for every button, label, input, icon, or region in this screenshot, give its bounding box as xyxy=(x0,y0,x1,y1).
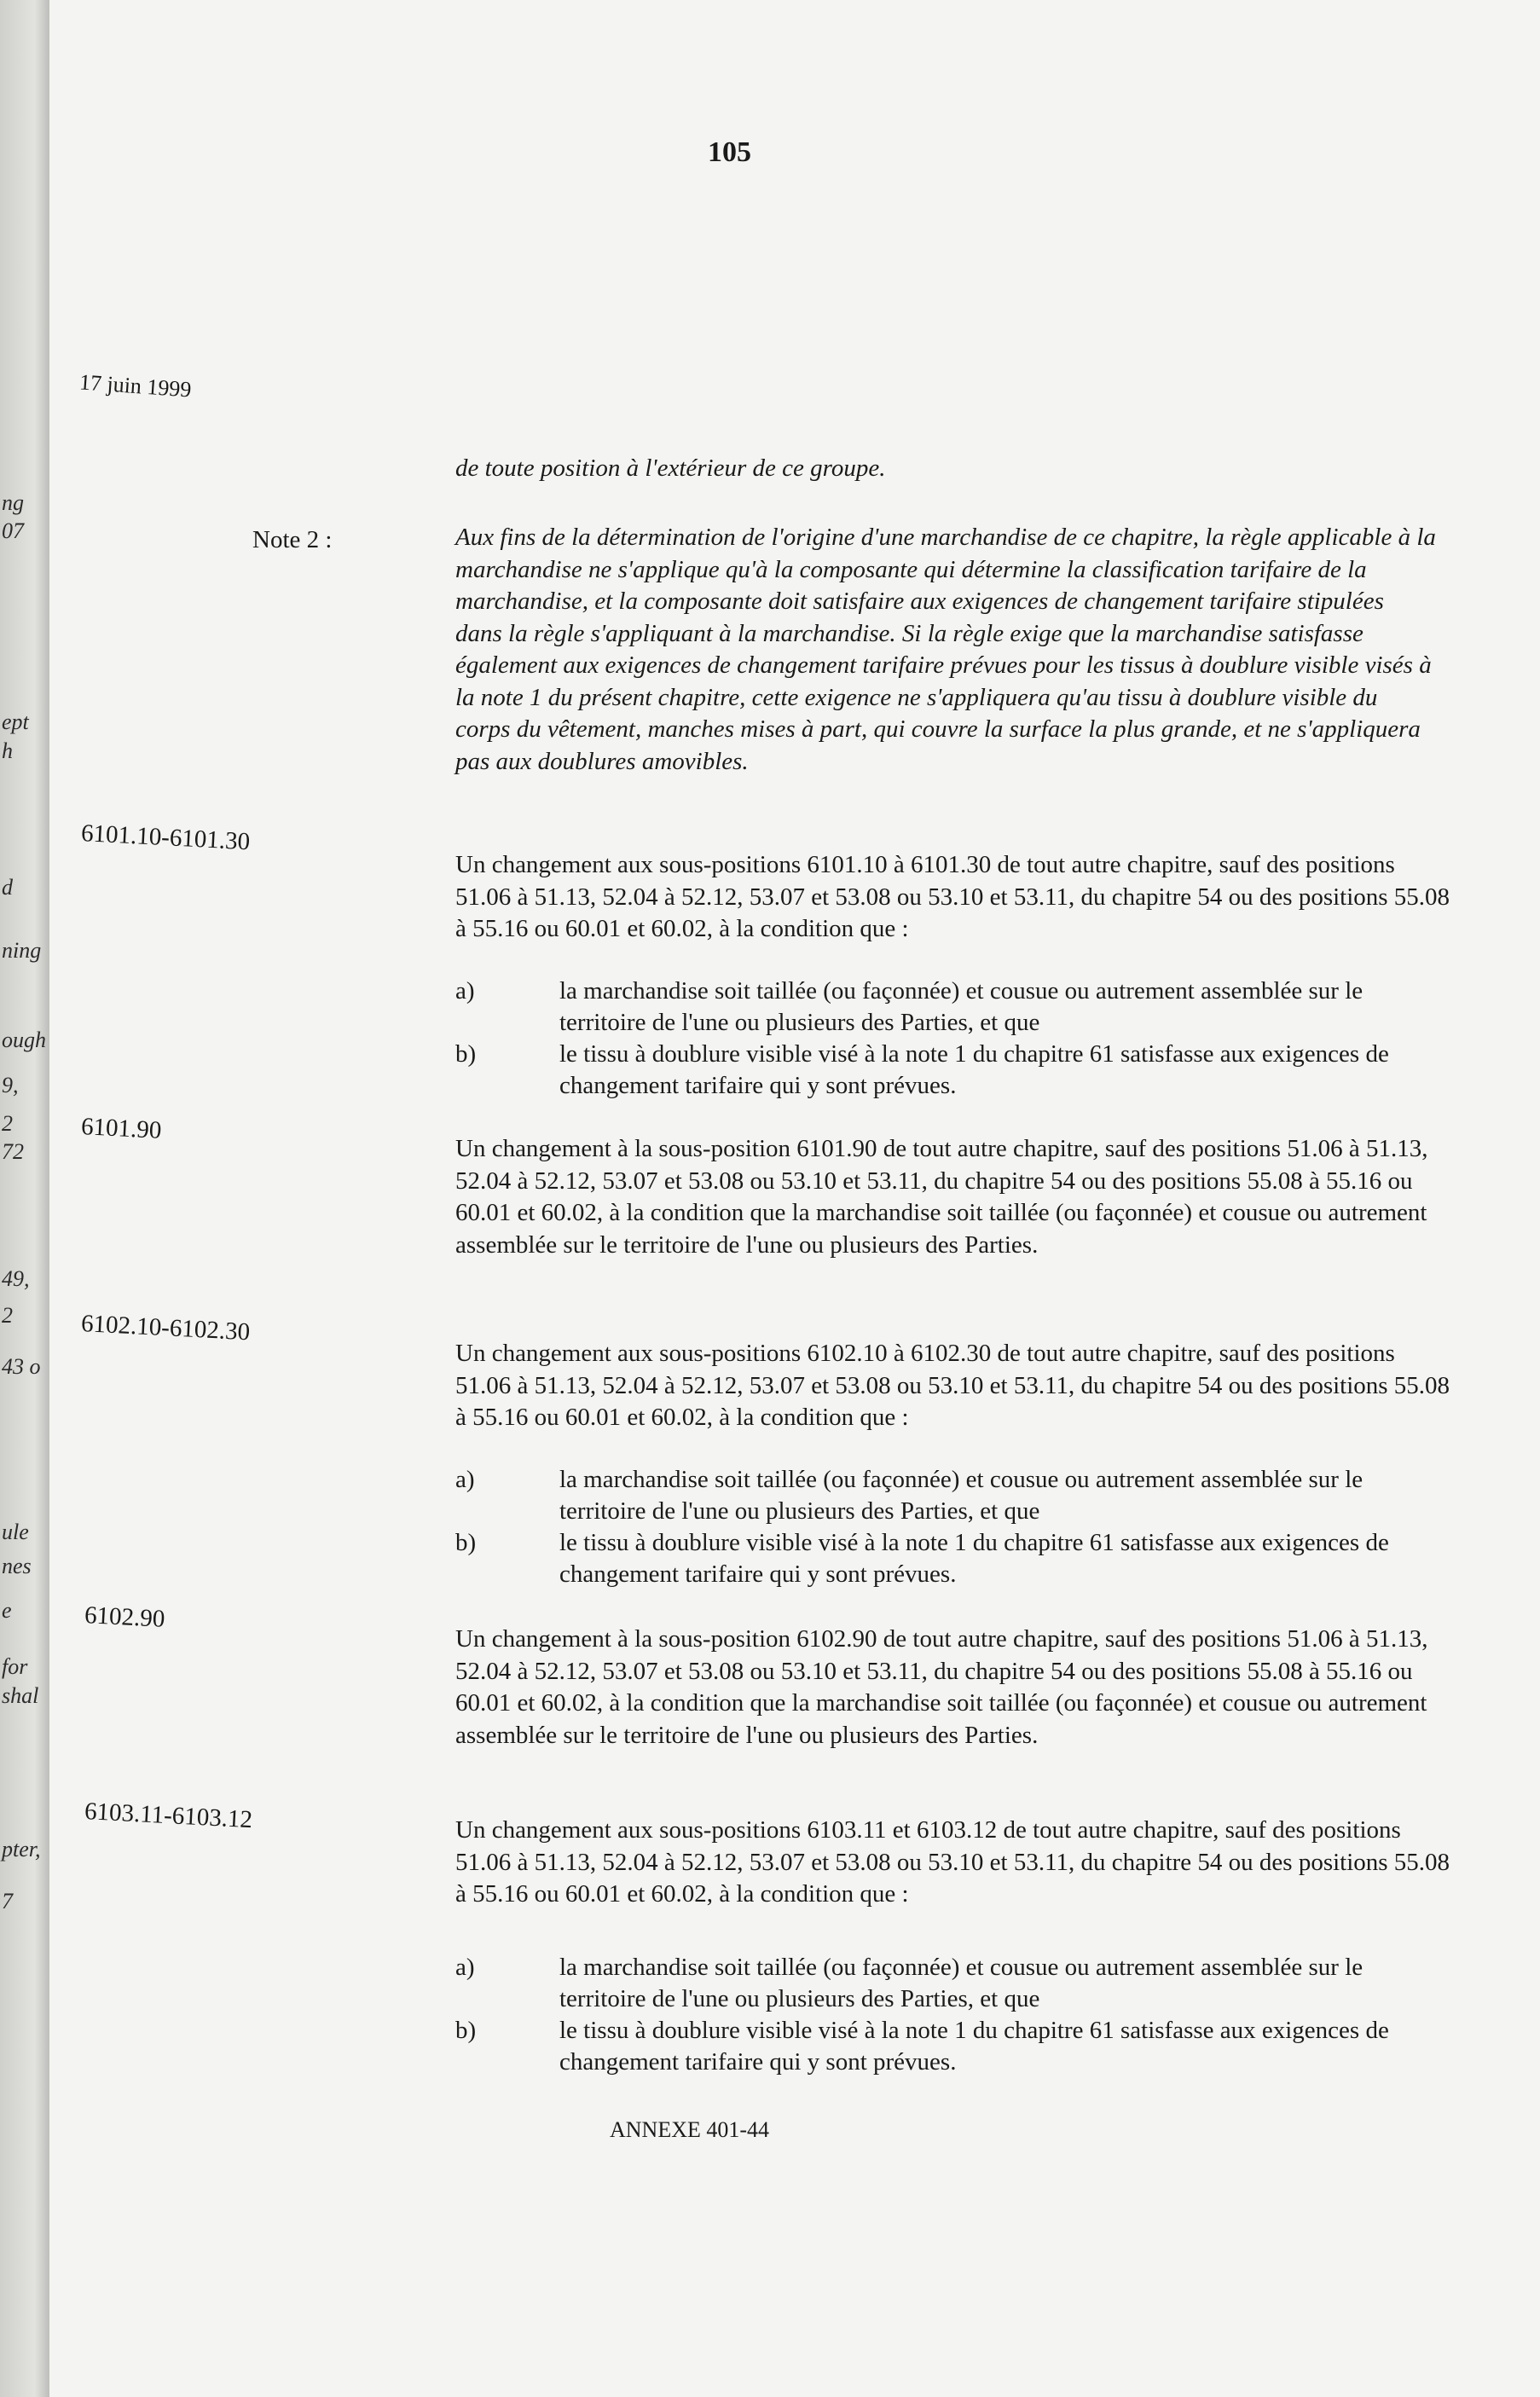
page-number: 105 xyxy=(708,136,751,168)
continuation-text: de toute position à l'extérieur de ce groupe. xyxy=(455,455,886,482)
gutter-fragment: e xyxy=(2,1598,12,1623)
rule-text: Un changement aux sous-positions 6103.11 et 6103.12 de tout autre chapitre, sauf des positions 51.06 à 51.13, 52.04 à 52.12, 53.07 et 53.08 ou 53.10 et 53.11, du chapitre 54 ou des positions 55.08 à 55.16 ou 60.01 et 60.02, à la condition que : xyxy=(455,1816,1450,1908)
note-text: Aux fins de la détermination de l'origine d'une marchandise de ce chapitre, la règle applicable à la marchandise ne s'applique qu'à la composante qui détermine la classification tarifaire de la marchandise, et la composante doit satisfaire aux exigences de changement tarifaire stipulées dans la règle s'appliquant à la marchandise. Si la règle exige que la marchandise satisfasse également aux exigences de changement tarifaire prévues pour les tissus à doublure visible visés à la note 1 du présent chapitre, cette exigence ne s'appliquera qu'au tissu à doublure visible du corps du vêtement, manches mises à part, qui couvre la surface la plus grande, et ne s'appliquera pas aux doublures amovibles. xyxy=(455,524,1436,775)
rule-code: 6102.90 xyxy=(84,1601,166,1633)
item-text: le tissu à doublure visible visé à la note 1 du chapitre 61 satisfasse aux exigences de changement tarifaire qui y sont prévues. xyxy=(559,1040,1389,1099)
gutter-fragment: d xyxy=(2,875,13,900)
note-label: Note 2 : xyxy=(252,526,333,553)
item-text: la marchandise soit taillée (ou façonnée) et cousue ou autrement assemblée sur le territoire de l'une ou plusieurs des Parties, et que xyxy=(559,977,1363,1036)
annex-footer: ANNEXE 401-44 xyxy=(610,2117,770,2142)
gutter-fragment: shal xyxy=(2,1683,39,1708)
item-marker: a) xyxy=(455,977,475,1005)
gutter-fragment: 43 o xyxy=(2,1354,41,1379)
gutter-fragment: 7 xyxy=(2,1889,13,1914)
rule-text: Un changement aux sous-positions 6102.10 à 6102.30 de tout autre chapitre, sauf des positions 51.06 à 51.13, 52.04 à 52.12, 53.07 et 53.08 ou 53.10 et 53.11, du chapitre 54 ou des positions 55.08 à 55.16 ou 60.01 et 60.02, à la condition que : xyxy=(455,1340,1450,1431)
gutter-fragment: 9, xyxy=(2,1073,19,1097)
gutter-fragment: for xyxy=(2,1654,28,1679)
gutter-fragment: pter, xyxy=(2,1837,41,1861)
rule-code: 6101.90 xyxy=(80,1113,163,1144)
rule-text: Un changement à la sous-position 6101.90 de tout autre chapitre, sauf des positions 51.06 à 51.13, 52.04 à 52.12, 53.07 et 53.08 ou 53.10 et 53.11, du chapitre 54 ou des positions 55.08 à 55.16 ou 60.01 et 60.02, à la condition que la marchandise soit taillée (ou façonnée) et cousue ou autrement assemblée sur le territoire de l'une ou plusieurs des Parties. xyxy=(455,1135,1428,1259)
item-text: le tissu à doublure visible visé à la note 1 du chapitre 61 satisfasse aux exigences de changement tarifaire qui y sont prévues. xyxy=(559,1529,1389,1588)
gutter-fragment: 2 xyxy=(2,1111,13,1136)
gutter-fragment: nes xyxy=(2,1554,32,1578)
gutter-fragment: 72 xyxy=(2,1139,24,1164)
item-text: la marchandise soit taillée (ou façonnée) et cousue ou autrement assemblée sur le territoire de l'une ou plusieurs des Parties, et que xyxy=(559,1954,1363,2012)
gutter-fragment: ough xyxy=(2,1028,46,1052)
document-date: 17 juin 1999 xyxy=(78,369,193,402)
list-item xyxy=(455,1464,1455,1527)
gutter-fragment: ng xyxy=(2,490,24,515)
rule-code: 6102.10-6102.30 xyxy=(80,1310,251,1346)
gutter-fragment: 49, xyxy=(2,1266,30,1291)
gutter-fragment: h xyxy=(2,738,13,763)
item-marker: b) xyxy=(455,1040,477,1068)
item-marker: a) xyxy=(455,1466,475,1493)
item-marker: a) xyxy=(455,1954,475,1981)
list-item xyxy=(455,1952,1455,2015)
gutter-fragment: ule xyxy=(2,1520,29,1544)
item-marker: b) xyxy=(455,1529,477,1556)
rule-text: Un changement aux sous-positions 6101.10 à 6101.30 de tout autre chapitre, sauf des positions 51.06 à 51.13, 52.04 à 52.12, 53.07 et 53.08 ou 53.10 et 53.11, du chapitre 54 ou des positions 55.08 à 55.16 ou 60.01 et 60.02, à la condition que : xyxy=(455,851,1450,942)
list-item xyxy=(455,1039,1455,1102)
item-marker: b) xyxy=(455,2017,477,2044)
list-item xyxy=(455,1527,1455,1590)
list-item xyxy=(455,2015,1455,2078)
rule-code: 6103.11-6103.12 xyxy=(84,1798,253,1834)
item-text: la marchandise soit taillée (ou façonnée) et cousue ou autrement assemblée sur le territoire de l'une ou plusieurs des Parties, et que xyxy=(559,1466,1363,1525)
rule-code: 6101.10-6101.30 xyxy=(80,819,251,856)
adjacent-page-gutter xyxy=(0,0,49,2397)
item-text: le tissu à doublure visible visé à la note 1 du chapitre 61 satisfasse aux exigences de changement tarifaire qui y sont prévues. xyxy=(559,2017,1389,2076)
list-item xyxy=(455,976,1455,1039)
gutter-fragment: 2 xyxy=(2,1303,13,1328)
gutter-fragment: ning xyxy=(2,938,42,963)
rule-text: Un changement à la sous-position 6102.90 de tout autre chapitre, sauf des positions 51.06 à 51.13, 52.04 à 52.12, 53.07 et 53.08 ou 53.10 et 53.11, du chapitre 54 ou des positions 55.08 à 55.16 ou 60.01 et 60.02, à la condition que la marchandise soit taillée (ou façonnée) et cousue ou autrement assemblée sur le territoire de l'une ou plusieurs des Parties. xyxy=(455,1625,1428,1749)
gutter-fragment: ept xyxy=(2,709,29,734)
gutter-fragment: 07 xyxy=(2,518,24,543)
